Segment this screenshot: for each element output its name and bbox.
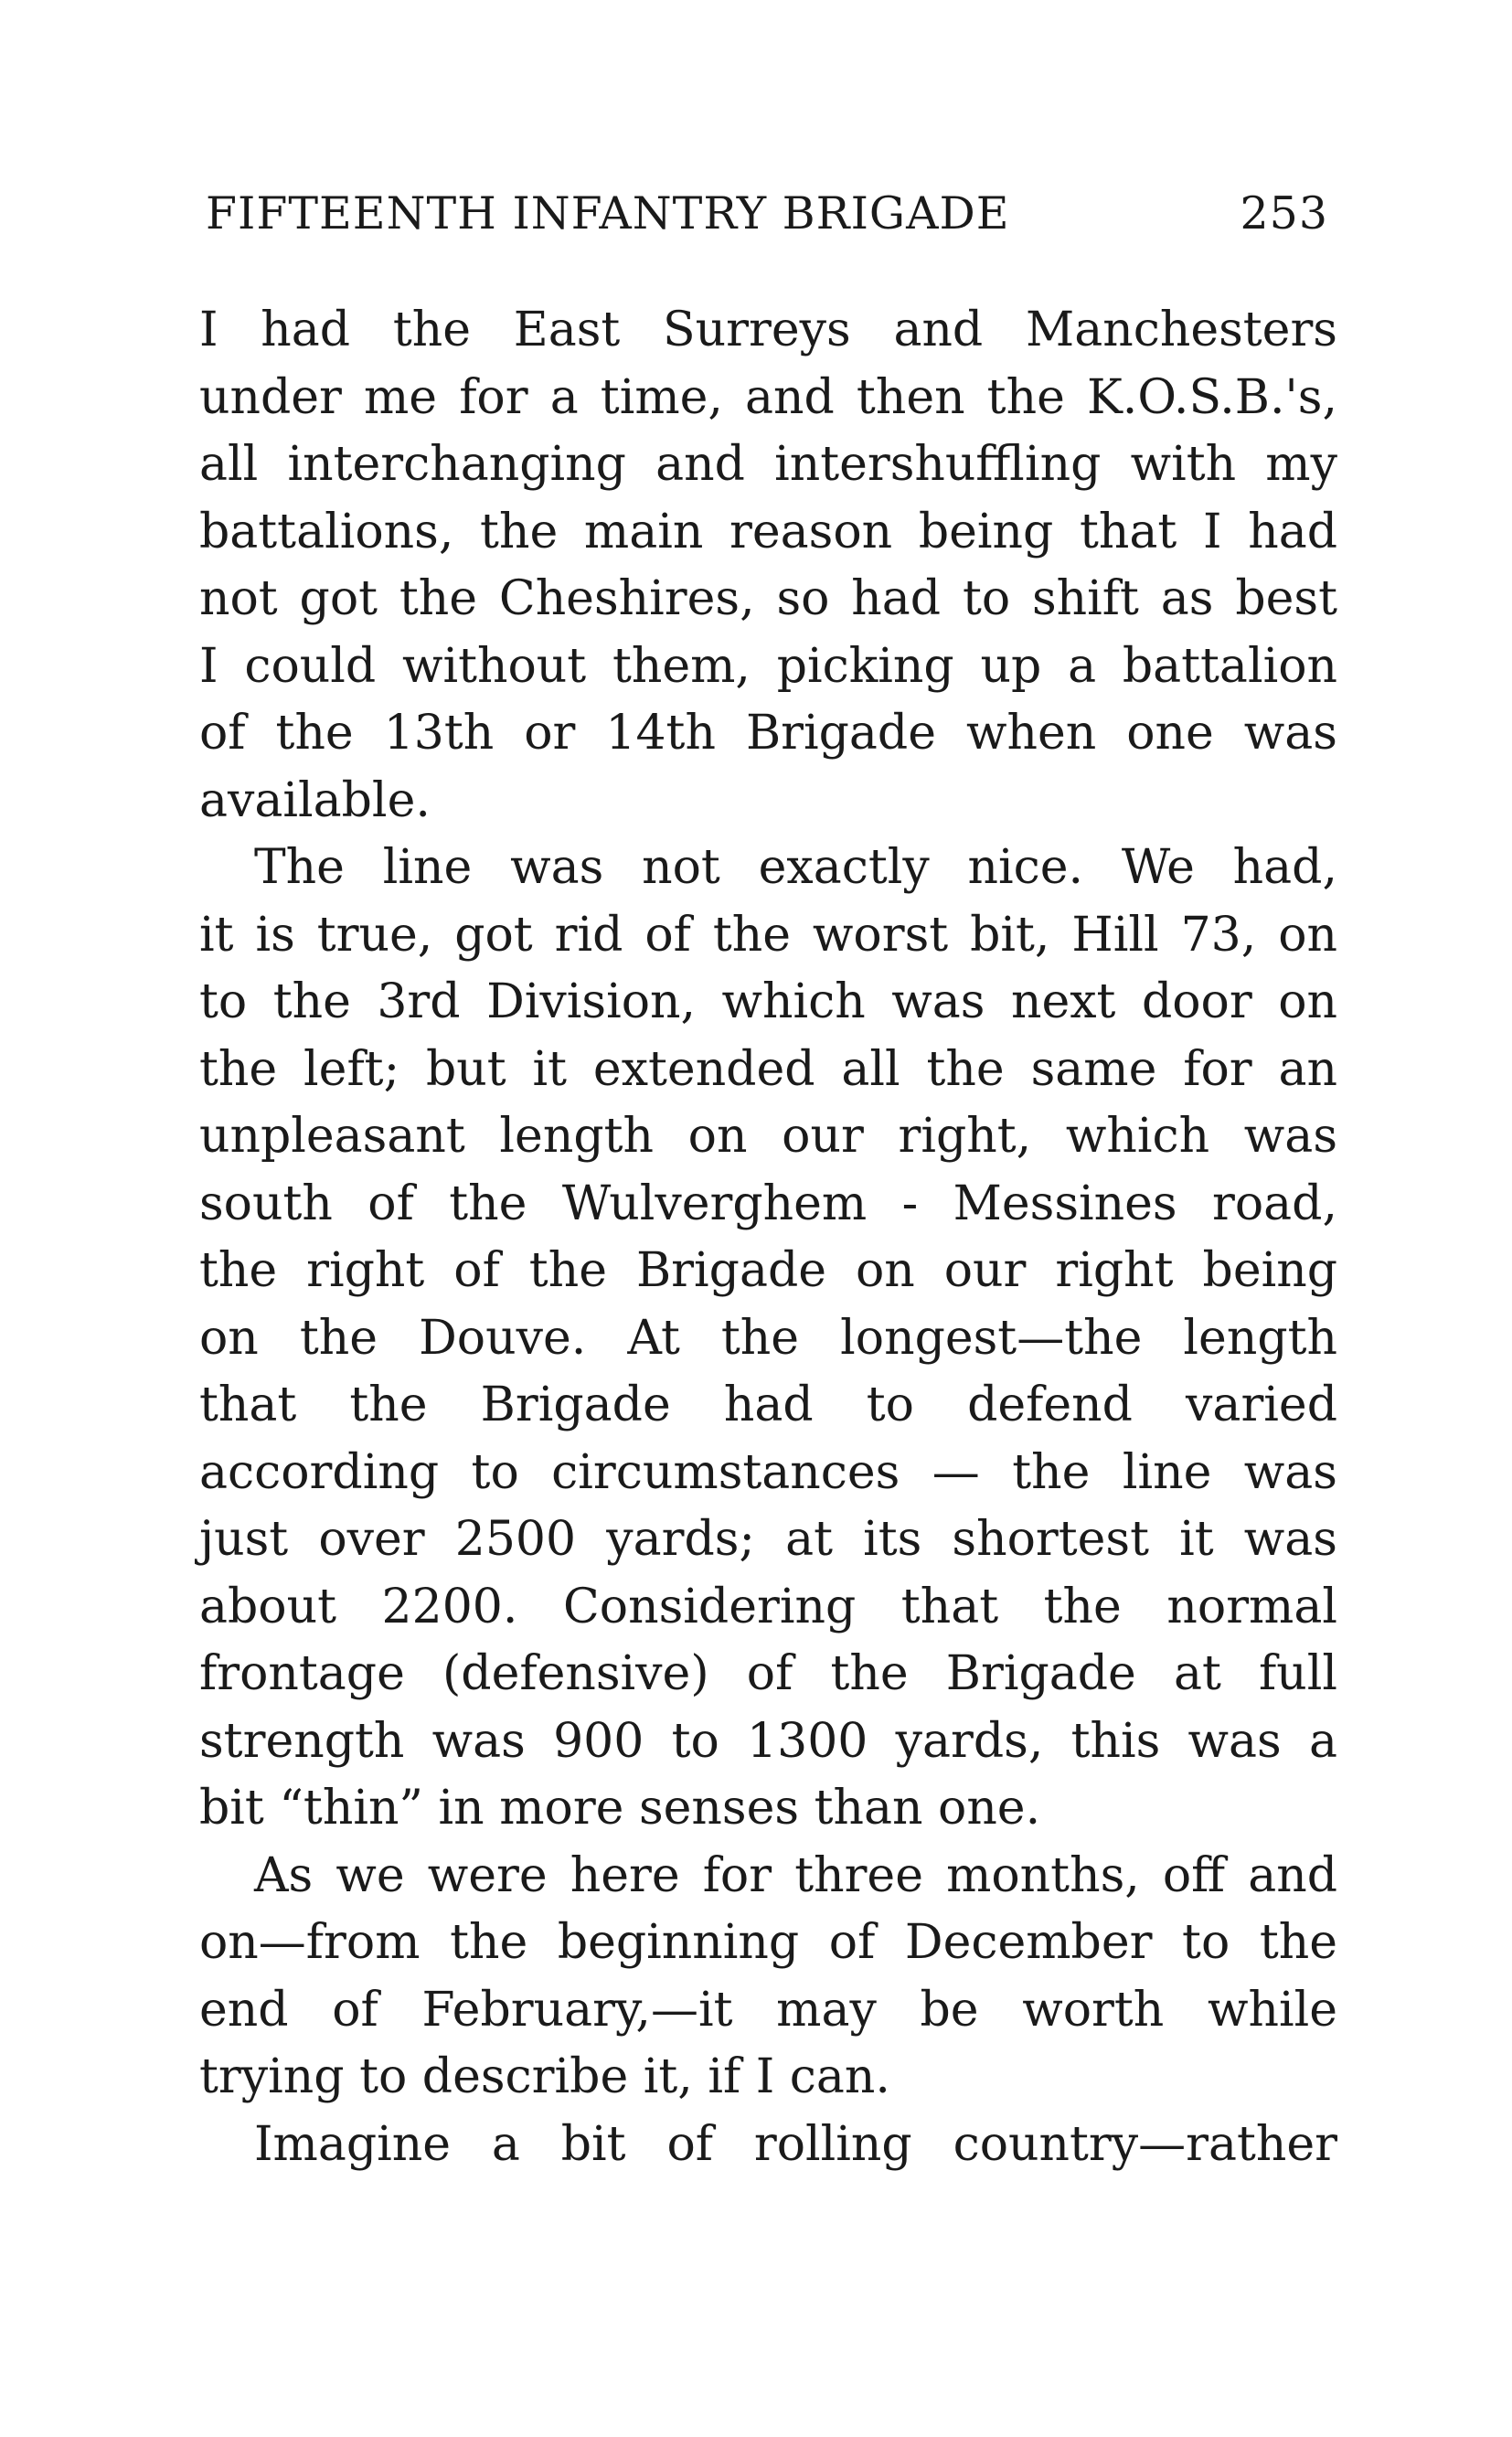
- text-line: about 2200. Considering that the normal: [199, 1579, 1337, 1634]
- text-line: on the Douve. At the longest—the length: [199, 1310, 1337, 1366]
- text-line: of the 13th or 14th Brigade when one was: [199, 706, 1337, 761]
- text-line: available.: [199, 772, 431, 828]
- text-line: it is true, got rid of the worst bit, Hill 73, on: [199, 907, 1337, 963]
- text-line: according to circumstances — the line was: [199, 1444, 1337, 1500]
- paragraph: [199, 835, 1337, 1843]
- running-head-title: FIFTEENTH INFANTRY BRIGADE: [206, 187, 1010, 239]
- text-line: Imagine a bit of rolling country—rather: [254, 2116, 1337, 2172]
- text-line: the right of the Brigade on our right being: [199, 1243, 1337, 1298]
- text-line: to the 3rd Division, which was next door on: [199, 974, 1337, 1029]
- text-line: just over 2500 yards; at its shortest it was: [199, 1512, 1337, 1567]
- text-line: trying to describe it, if I can.: [199, 2049, 890, 2104]
- paragraph: [199, 1843, 1337, 2112]
- text-line: bit “thin” in more senses than one.: [199, 1781, 1041, 1836]
- text-line: that the Brigade had to defend varied: [199, 1378, 1337, 1432]
- text-line: I had the East Surreys and Manchesters: [199, 303, 1337, 357]
- text-line: The line was not exactly nice. We had,: [254, 840, 1337, 895]
- text-line: strength was 900 to 1300 yards, this was a: [199, 1713, 1337, 1769]
- text-line: south of the Wulverghem - Messines road,: [199, 1176, 1337, 1231]
- text-line: end of February,—it may be worth while: [199, 1982, 1337, 2038]
- text-line: frontage (defensive) of the Brigade at full: [199, 1646, 1337, 1701]
- running-head: [206, 187, 1328, 251]
- page-number: 253: [1240, 187, 1328, 239]
- text-line: all interchanging and intershuffling with my: [199, 437, 1337, 492]
- paragraph: [199, 297, 1337, 835]
- body-text: [199, 297, 1337, 2178]
- text-line: on—from the beginning of December to the: [199, 1915, 1337, 1970]
- text-line: I could without them, picking up a battalion: [199, 638, 1337, 694]
- text-line: not got the Cheshires, so had to shift as best: [199, 571, 1337, 626]
- text-line: As we were here for three months, off and: [254, 1847, 1337, 1903]
- text-line: battalions, the main reason being that I had: [199, 504, 1337, 559]
- text-line: the left; but it extended all the same for an: [199, 1041, 1337, 1097]
- text-line: unpleasant length on our right, which was: [199, 1109, 1337, 1164]
- paragraph: [199, 2112, 1337, 2179]
- text-line: under me for a time, and then the K.O.S.B.'s,: [199, 369, 1337, 425]
